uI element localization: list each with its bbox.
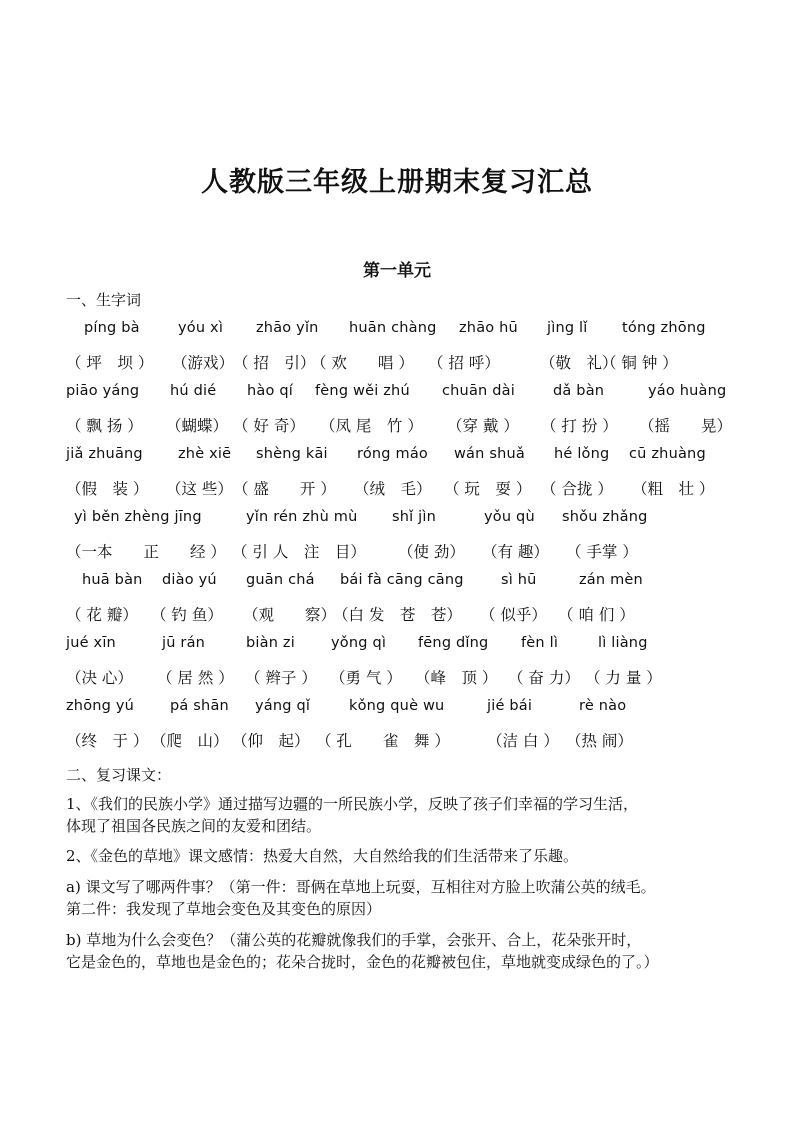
paragraph-line: 2、《金色的草地》课文感情：热爱大自然，大自然给我的们生活带来了乐趣。 bbox=[66, 847, 579, 865]
hanzi-row bbox=[0, 603, 794, 627]
hanzi-word: （使 劲） bbox=[398, 543, 465, 561]
hanzi-word: （ 盛 开 ） bbox=[233, 480, 336, 498]
hanzi-word: （这 些） bbox=[166, 480, 233, 498]
pinyin-word: jiǎ zhuāng bbox=[66, 446, 143, 462]
pinyin-word: zán mèn bbox=[579, 572, 643, 588]
section-heading-review: 二、复习课文： bbox=[66, 766, 172, 784]
section-heading-vocab: 一、生字词 bbox=[66, 291, 142, 309]
hanzi-word: （ 招 呼） bbox=[428, 354, 500, 372]
hanzi-word: （ 铜 钟 ） bbox=[601, 354, 678, 372]
hanzi-word: （仰 起） bbox=[232, 732, 310, 750]
hanzi-word: （洁 白 ） bbox=[487, 732, 559, 750]
pinyin-word: zhāo yǐn bbox=[256, 320, 319, 336]
pinyin-word: jū rán bbox=[162, 635, 206, 651]
pinyin-word: zhāo hū bbox=[459, 320, 518, 336]
pinyin-row bbox=[0, 572, 794, 596]
paragraph-1 bbox=[66, 793, 746, 837]
pinyin-word: jué xīn bbox=[66, 635, 116, 651]
pinyin-word: lì liàng bbox=[598, 635, 648, 651]
paragraph-line: 1、《我们的民族小学》通过描写边疆的一所民族小学，反映了孩子们幸福的学习生活， bbox=[66, 795, 639, 813]
hanzi-word: （ 居 然 ） bbox=[157, 669, 234, 687]
hanzi-word: （蝴蝶） bbox=[166, 417, 229, 435]
pinyin-word: hào qí bbox=[247, 383, 293, 399]
hanzi-row bbox=[0, 351, 794, 375]
pinyin-word: biàn zi bbox=[246, 635, 295, 651]
hanzi-word: （ 孔 雀 舞 ） bbox=[316, 732, 450, 750]
unit-heading: 第一单元 bbox=[363, 261, 431, 281]
pinyin-word: róng máo bbox=[357, 446, 428, 462]
hanzi-word: （ 咱 们 ） bbox=[558, 606, 635, 624]
pinyin-word: guān chá bbox=[246, 572, 315, 588]
hanzi-row bbox=[0, 729, 794, 753]
pinyin-word: yǒng qì bbox=[331, 635, 387, 651]
pinyin-word: jìng lǐ bbox=[547, 320, 588, 336]
hanzi-word: （峰 顶 ） bbox=[415, 669, 498, 687]
paragraph-b bbox=[66, 929, 746, 973]
pinyin-word: shǒu zhǎng bbox=[562, 509, 648, 525]
hanzi-word: （终 于 ） bbox=[66, 732, 149, 750]
pinyin-word: shèng kāi bbox=[256, 446, 328, 462]
hanzi-word: （ 引 人 注 目） bbox=[232, 543, 366, 561]
hanzi-word: （游戏） bbox=[172, 354, 235, 372]
hanzi-word: （ 飘 扬 ） bbox=[66, 417, 143, 435]
hanzi-word: （白 发 苍 苍） bbox=[333, 606, 462, 624]
hanzi-word: （ 似乎） bbox=[480, 606, 547, 624]
hanzi-word: （绒 毛） bbox=[354, 480, 432, 498]
pinyin-word: huān chàng bbox=[349, 320, 437, 336]
hanzi-word: （ 打 扮 ） bbox=[541, 417, 618, 435]
pinyin-word: dǎ bàn bbox=[553, 383, 605, 399]
pinyin-word: yǒu qù bbox=[484, 509, 535, 525]
pinyin-row bbox=[0, 635, 794, 659]
pinyin-word: shǐ jìn bbox=[392, 509, 437, 525]
hanzi-word: （ 好 奇） bbox=[233, 417, 305, 435]
pinyin-row bbox=[0, 320, 794, 344]
hanzi-row bbox=[0, 540, 794, 564]
pinyin-word: yáo huàng bbox=[648, 383, 727, 399]
pinyin-row bbox=[0, 509, 794, 533]
pinyin-word: píng bà bbox=[84, 320, 140, 336]
pinyin-word: piāo yáng bbox=[66, 383, 140, 399]
document-title: 人教版三年级上册期末复习汇总 bbox=[201, 167, 593, 198]
pinyin-word: sì hū bbox=[501, 572, 537, 588]
hanzi-word: （ 招 引） bbox=[233, 354, 316, 372]
hanzi-word: （ 钓 鱼） bbox=[151, 606, 223, 624]
pinyin-row bbox=[0, 698, 794, 722]
hanzi-word: （ 辫子 ） bbox=[245, 669, 317, 687]
pinyin-word: hú dié bbox=[170, 383, 217, 399]
pinyin-word: yǐn rén zhù mù bbox=[246, 509, 358, 525]
hanzi-word: （摇 晃） bbox=[639, 417, 733, 435]
paragraph-line: 第二件：我发现了草地会变色及其变色的原因） bbox=[66, 900, 382, 918]
paragraph-2 bbox=[66, 845, 746, 867]
hanzi-word: （ 欢 唱 ） bbox=[311, 354, 414, 372]
hanzi-row bbox=[0, 666, 794, 690]
pinyin-word: zhōng yú bbox=[66, 698, 135, 714]
paragraph-line: 体现了祖国各民族之间的友爱和团结。 bbox=[66, 817, 322, 835]
pinyin-word: cū zhuàng bbox=[629, 446, 706, 462]
pinyin-word: yì běn zhèng jīng bbox=[74, 509, 202, 525]
hanzi-word: （ 合拢 ） bbox=[541, 480, 613, 498]
hanzi-word: （ 玩 耍 ） bbox=[444, 480, 532, 498]
pinyin-word: rè nào bbox=[579, 698, 627, 714]
paragraph-line: 它是金色的，草地也是金色的；花朵合拢时，金色的花瓣被包住，草地就变成绿色的了。） bbox=[66, 953, 659, 971]
hanzi-word: （勇 气 ） bbox=[330, 669, 402, 687]
pinyin-row bbox=[0, 383, 794, 407]
pinyin-word: jié bái bbox=[487, 698, 533, 714]
pinyin-word: zhè xiē bbox=[178, 446, 232, 462]
pinyin-word: pá shān bbox=[170, 698, 229, 714]
hanzi-word: （ 奋 力） bbox=[508, 669, 580, 687]
hanzi-word: （决 心） bbox=[66, 669, 133, 687]
paragraph-line: b) 草地为什么会变色？（蒲公英的花瓣就像我们的手掌，会张开、合上，花朵张开时， bbox=[66, 931, 642, 949]
hanzi-word: （一本 正 经 ） bbox=[66, 543, 226, 561]
hanzi-row bbox=[0, 414, 794, 438]
hanzi-word: （粗 壮 ） bbox=[632, 480, 715, 498]
pinyin-word: huā bàn bbox=[82, 572, 143, 588]
pinyin-word: hé lǒng bbox=[554, 446, 610, 462]
hanzi-word: （ 坪 坝 ） bbox=[66, 354, 154, 372]
pinyin-word: tóng zhōng bbox=[622, 320, 706, 336]
hanzi-word: （观 察） bbox=[243, 606, 337, 624]
hanzi-word: （敬 礼） bbox=[540, 354, 618, 372]
hanzi-word: （ 花 瓣） bbox=[66, 606, 138, 624]
pinyin-word: diào yú bbox=[162, 572, 217, 588]
paragraph-line: a) 课文写了哪两件事？（第一件：哥俩在草地上玩耍，互相往对方脸上吹蒲公英的绒毛。 bbox=[66, 878, 656, 896]
hanzi-word: （爬 山） bbox=[151, 732, 229, 750]
pinyin-word: wán shuǎ bbox=[454, 446, 525, 462]
hanzi-row bbox=[0, 477, 794, 501]
hanzi-word: （ 手掌 ） bbox=[566, 543, 638, 561]
pinyin-word: fèng wěi zhú bbox=[315, 383, 410, 399]
hanzi-word: （热 闹） bbox=[566, 732, 633, 750]
hanzi-word: （穿 戴 ） bbox=[447, 417, 519, 435]
pinyin-word: kǒng què wu bbox=[349, 698, 445, 714]
hanzi-word: （假 装 ） bbox=[66, 480, 149, 498]
hanzi-word: （凤 尾 竹 ） bbox=[320, 417, 423, 435]
paragraph-a bbox=[66, 876, 746, 920]
pinyin-word: bái fà cāng cāng bbox=[340, 572, 464, 588]
pinyin-word: yáng qǐ bbox=[255, 698, 311, 714]
pinyin-word: yóu xì bbox=[178, 320, 224, 336]
pinyin-row bbox=[0, 446, 794, 470]
pinyin-word: fēng dǐng bbox=[418, 635, 489, 651]
hanzi-word: （ 力 量 ） bbox=[585, 669, 662, 687]
pinyin-word: fèn lì bbox=[521, 635, 559, 651]
hanzi-word: （有 趣） bbox=[482, 543, 549, 561]
pinyin-word: chuān dài bbox=[442, 383, 515, 399]
